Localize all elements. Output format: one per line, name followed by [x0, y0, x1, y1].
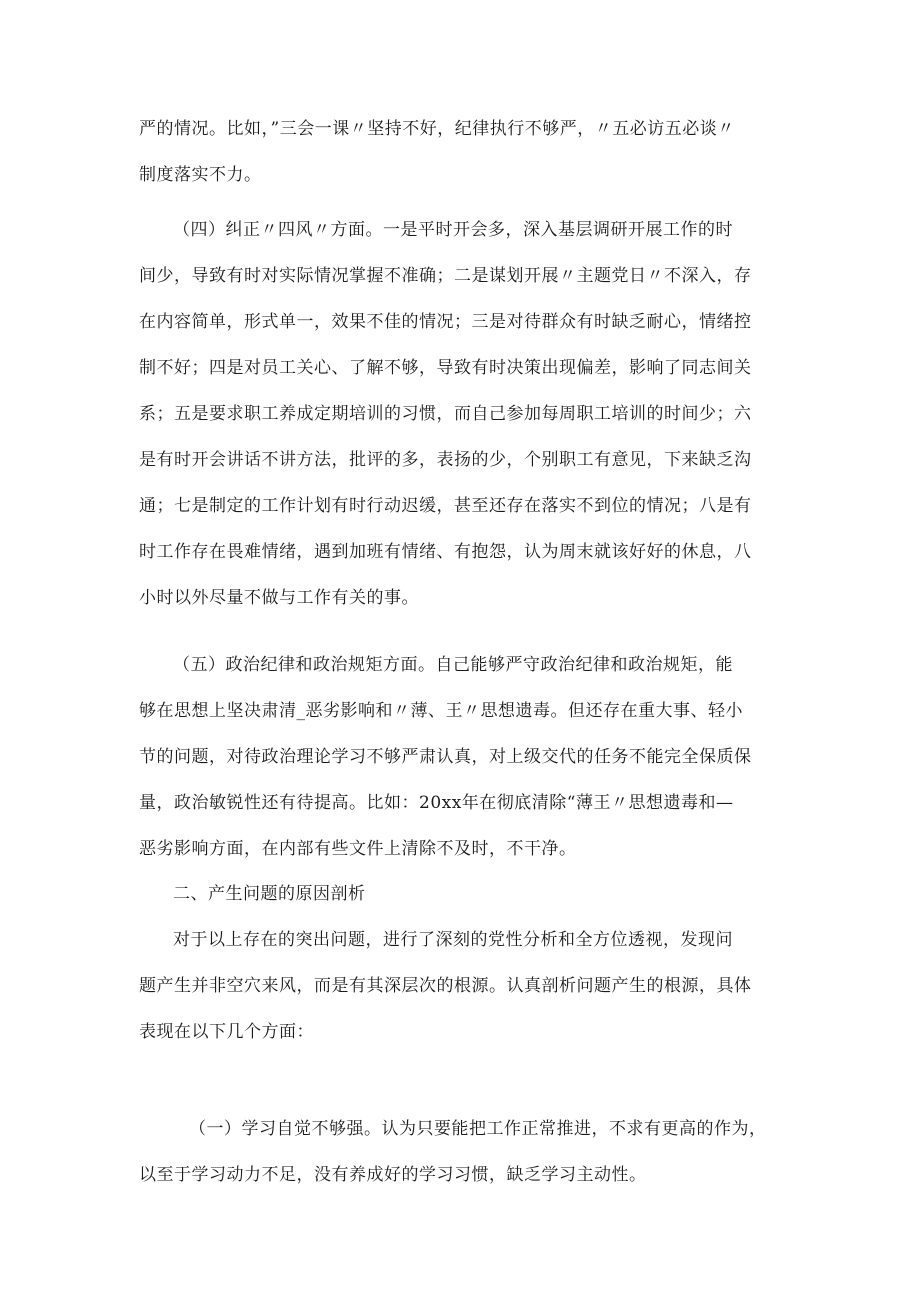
text-line: 够在思想上坚决肃清_恶劣影响和〃薄、王〃思想遗毒。但还存在重大事、轻小 [139, 701, 743, 721]
text-line: 节的问题，对待政治理论学习不够严肃认真，对上级交代的任务不能完全保质保 [139, 747, 752, 767]
text-line: 恶劣影响方面，在内部有些文件上清除不及时，不干净。 [139, 839, 577, 859]
paragraph-political-discipline [139, 642, 789, 872]
text-line: 是有时开会讲话不讲方法，批评的多，表扬的少，个别职工有意见，下来缺乏沟 [139, 450, 752, 470]
paragraph-four-winds [139, 207, 789, 621]
text-line: 小时以外尽量不做与工作有关的事。 [139, 588, 419, 608]
text-line: 制不好；四是对员工关心、了解不够，导致有时决策出现偏差，影响了同志间关 [139, 358, 752, 378]
text-line: 间少，导致有时对实际情况掌握不准确；二是谋划开展〃主题党日〃不深入，存 [139, 266, 752, 286]
text-line: 时工作存在畏难情绪，遇到加班有情绪、有抱怨，认为周末就该好好的休息，八 [139, 542, 752, 562]
paragraph-learning-awareness [139, 1106, 789, 1198]
text-line: 量，政治敏锐性还有待提高。比如：20xx年在彻底清除“薄王〃思想遗毒和— [139, 793, 734, 813]
text-line: 严的情况。比如，”三会一课〃坚持不好，纪律执行不够严，〃五必访五必谈〃 [139, 119, 735, 139]
text-line: （五）政治纪律和政治规矩方面。自己能够严守政治纪律和政治规矩，能 [173, 655, 733, 675]
text-line: 对于以上存在的突出问题，进行了深刻的党性分析和全方位透视，发现问 [173, 930, 733, 950]
paragraph-discipline-execution [139, 106, 789, 198]
text-line: 系；五是要求职工养成定期培训的习惯，而自己参加每周职工培训的时间少；六 [139, 404, 752, 424]
text-line: （四）纠正〃四风〃方面。一是平时开会多，深入基层调研开展工作的时 [173, 220, 733, 240]
section-heading-cause-analysis [139, 871, 789, 917]
text-line: 通；七是制定的工作计划有时行动迟缓，甚至还存在落实不到位的情况；八是有 [139, 496, 752, 516]
text-line: 制度落实不力。 [139, 165, 262, 185]
text-line: 以至于学习动力不足，没有养成好的学习习惯，缺乏学习主动性。 [139, 1165, 647, 1185]
text-line: 在内容简单，形式单一，效果不佳的情况；三是对待群众有时缺乏耐心，情绪控 [139, 312, 752, 332]
section-heading: 二、产生问题的原因剖析 [173, 884, 366, 904]
text-line: 表现在以下几个方面： [139, 1022, 314, 1042]
text-line: （一）学习自觉不够强。认为只要能把工作正常推进，不求有更高的作为， [189, 1119, 767, 1139]
paragraph-analysis-intro [139, 917, 789, 1055]
text-line: 题产生并非空穴来风，而是有其深层次的根源。认真剖析问题产生的根源，具体 [139, 976, 752, 996]
